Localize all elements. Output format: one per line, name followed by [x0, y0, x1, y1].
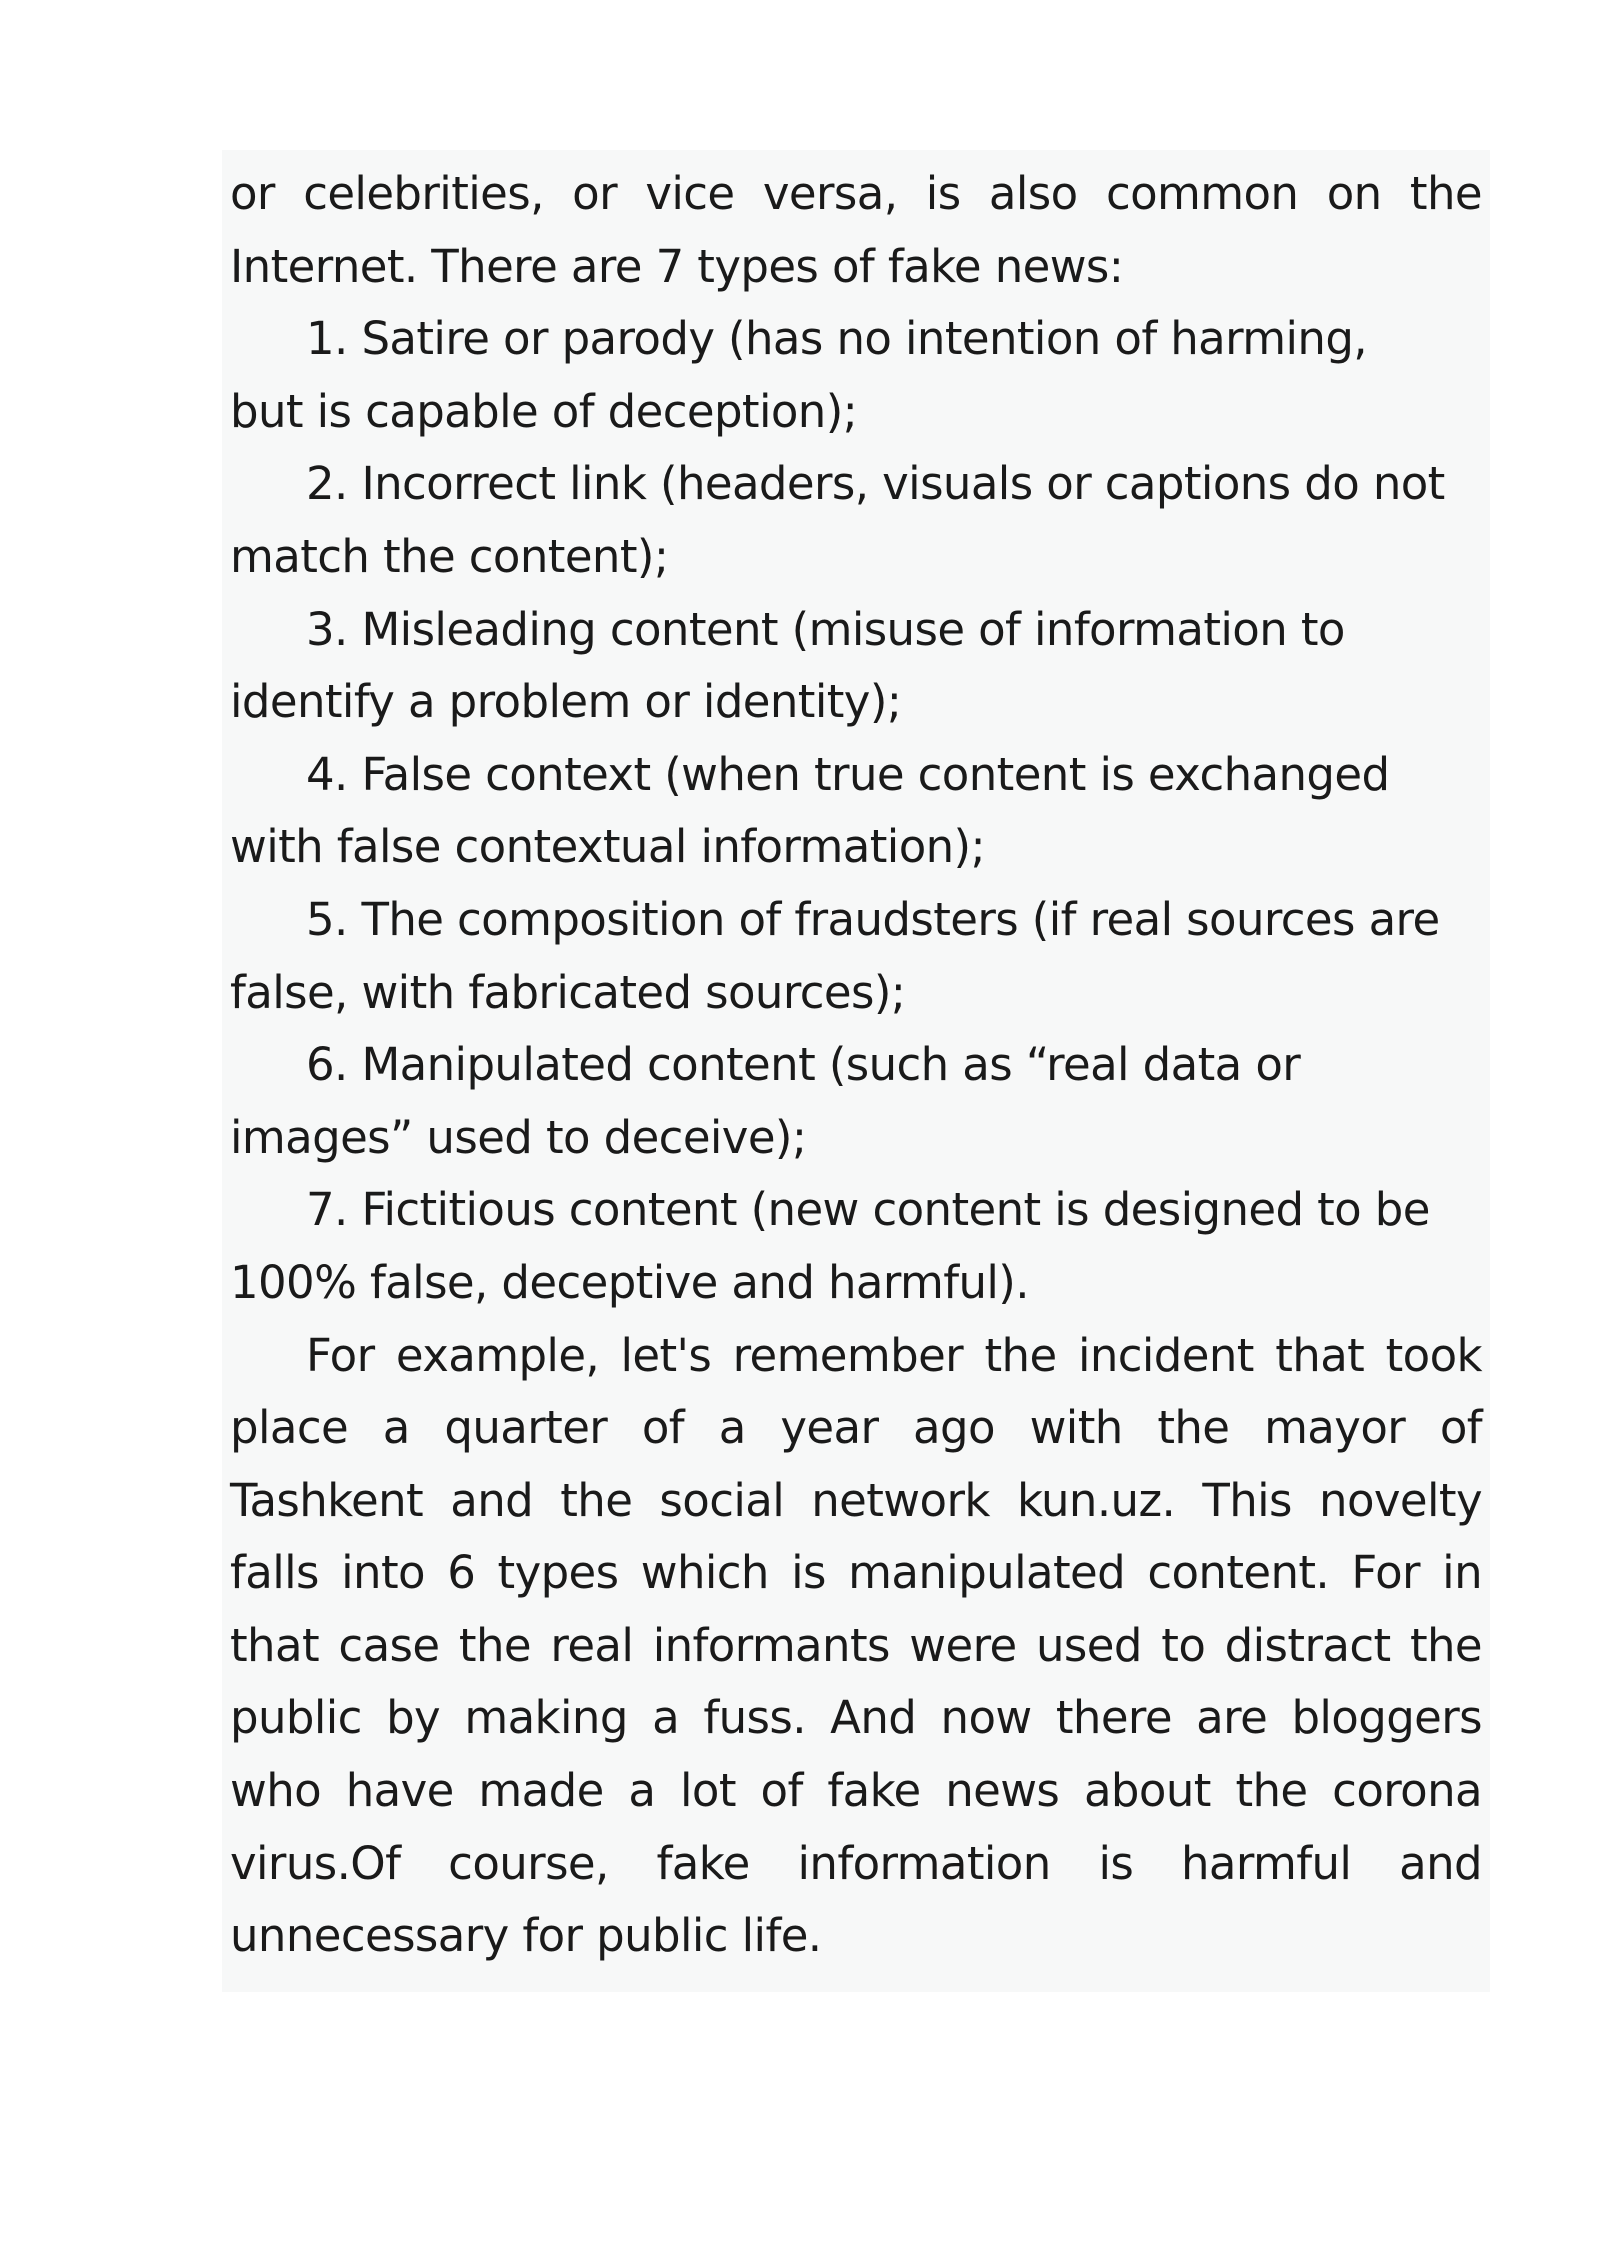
- paragraph-start: For example, let's remember the incident that took: [306, 1328, 1482, 1382]
- text-line: identify a problem or identity);: [230, 675, 902, 729]
- text-line: images” used to deceive);: [230, 1110, 807, 1164]
- text-line: but is capable of deception);: [230, 384, 858, 438]
- text-line: Internet. There are 7 types of fake news:: [230, 239, 1124, 293]
- text-line: virus.Of course, fake information is harmful and: [230, 1836, 1482, 1890]
- text-line: Tashkent and the social network kun.uz. This novelty: [230, 1473, 1482, 1527]
- list-item-2: 2. Incorrect link (headers, visuals or captions do not: [306, 457, 1445, 511]
- text-line: falls into 6 types which is manipulated content. For in: [230, 1546, 1482, 1600]
- list-item-7: 7. Fictitious content (new content is designed to be: [306, 1183, 1430, 1237]
- text-line: public by making a fuss. And now there are bloggers: [230, 1691, 1482, 1745]
- list-item-4: 4. False context (when true content is exchanged: [306, 747, 1390, 801]
- text-line: with false contextual information);: [230, 820, 986, 874]
- text-line: unnecessary for public life.: [230, 1909, 822, 1963]
- text-body: [230, 158, 1482, 1973]
- text-line: who have made a lot of fake news about the corona: [230, 1764, 1482, 1818]
- text-line: 100% false, deceptive and harmful).: [230, 1255, 1029, 1309]
- list-item-5: 5. The composition of fraudsters (if real sources are: [306, 892, 1440, 946]
- list-item-1: 1. Satire or parody (has no intention of harming,: [306, 312, 1367, 366]
- text-line: that case the real informants were used to distract the: [230, 1618, 1482, 1672]
- list-item-3: 3. Misleading content (misuse of information to: [306, 602, 1345, 656]
- list-item-6: 6. Manipulated content (such as “real data or: [306, 1038, 1301, 1092]
- text-line: match the content);: [230, 529, 669, 583]
- text-line: false, with fabricated sources);: [230, 965, 906, 1019]
- text-line: or celebrities, or vice versa, is also common on the: [230, 167, 1482, 220]
- text-line: place a quarter of a year ago with the mayor of: [230, 1401, 1482, 1455]
- text-block: [222, 150, 1490, 1992]
